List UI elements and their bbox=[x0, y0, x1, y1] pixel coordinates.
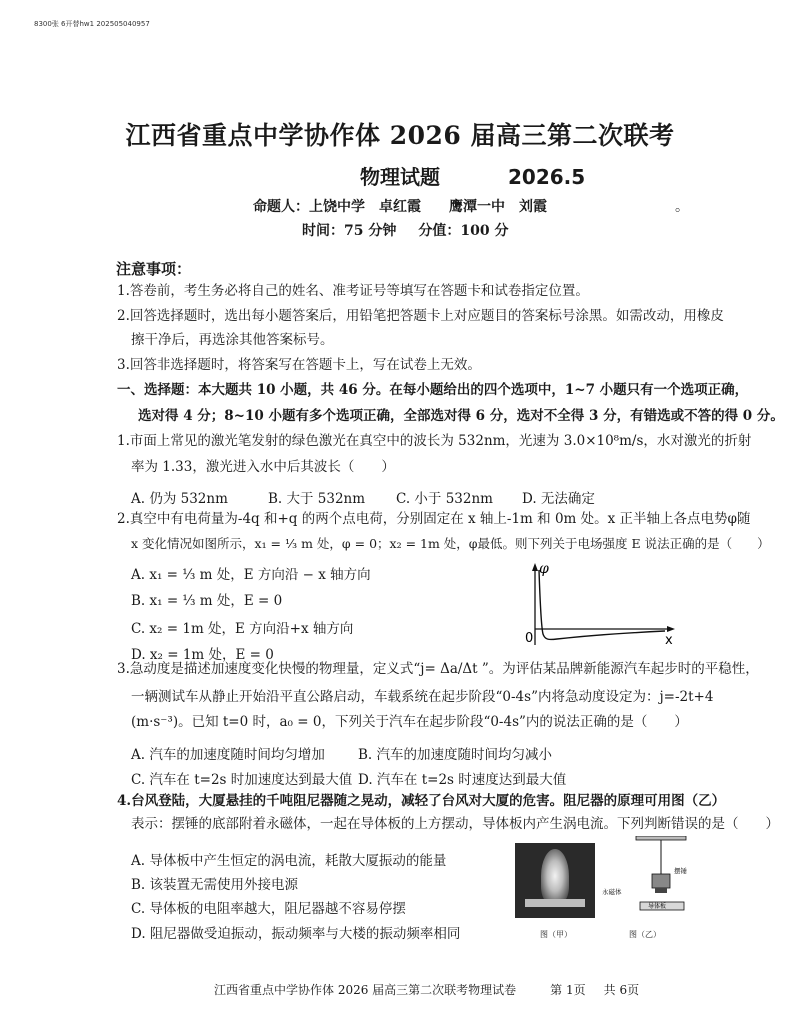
q3-line-2: 一辆测试车从静止开始沿平直公路启动，车载系统在起步阶段“0-4s”内将急动度设定为：j=-2t+4 bbox=[131, 689, 714, 705]
q3-option-d: D. 汽车在 t=2s 时速度达到最大值 bbox=[358, 772, 567, 788]
phi-axis-arrow bbox=[532, 563, 538, 571]
stray-mark: 。 bbox=[675, 199, 689, 215]
q1-option-b: B. 大于 532nm bbox=[268, 491, 366, 507]
q4-option-a: A. 导体板中产生恒定的涡电流，耗散大厦振动的能量 bbox=[131, 853, 447, 869]
subject-title: 物理试题 bbox=[360, 165, 440, 189]
q3-option-a: A. 汽车的加速度随时间均匀增加 bbox=[131, 747, 325, 763]
notice-heading: 注意事项： bbox=[116, 260, 192, 278]
notice-item-3: 3.回答非选择题时，将答案写在答题卡上，写在试卷上无效。 bbox=[117, 357, 481, 373]
section1-instructions-2: 选对得 4 分；8~10 小题有多个选项正确，全部选对得 6 分，选对不全得 3 分，有错选或不答的得 0 分。 bbox=[138, 408, 784, 424]
phi-x-graph bbox=[505, 560, 685, 650]
page-footer bbox=[214, 981, 639, 998]
exam-time: 时间：75 分钟 bbox=[302, 223, 397, 239]
label-magnet: 永磁体 bbox=[602, 888, 622, 896]
notice-item-2: 2.回答选择题时，选出每小题答案后，用铅笔把答题卡上对应题目的答案标号涂黑。如需改动，用橡皮 bbox=[117, 308, 724, 324]
q3-line-3: (m·s⁻³)。已知 t=0 时，a₀ = 0，下列关于汽车在起步阶段“0-4s”内的说法正确的是（ ） bbox=[131, 714, 688, 730]
q4-line-1: 4.台风登陆，大厦悬挂的千吨阻尼器随之晃动，减轻了台风对大厦的危害。阻尼器的原理可用图（乙） bbox=[117, 793, 726, 809]
x-label: x bbox=[665, 633, 673, 648]
phi-label: φ bbox=[539, 561, 549, 577]
damper-photo-base bbox=[525, 899, 585, 907]
pendulum-bob bbox=[652, 874, 670, 888]
exam-title: 江西省重点中学协作体 2026 届高三第二次联考 bbox=[125, 121, 675, 150]
authors-line bbox=[253, 196, 689, 216]
time-score-line bbox=[302, 220, 508, 240]
q2-option-d: D. x₂ = 1m 处，E = 0 bbox=[131, 647, 274, 663]
q4-option-c: C. 导体板的电阻率越大，阻尼器越不容易停摆 bbox=[131, 901, 406, 917]
notice-item-2-cont: 擦干净后，再选涂其他答案标号。 bbox=[131, 332, 334, 348]
page-total: 共 6页 bbox=[603, 983, 640, 997]
q1-option-a: A. 仍为 532nm bbox=[131, 491, 228, 507]
q2-line-2: x 变化情况如图所示，x₁ = ⅓ m 处，φ = 0；x₂ = 1m 处，φ最低。则下列关于电场强度 E 说法正确的是（ ） bbox=[131, 536, 770, 551]
damper-photo bbox=[515, 843, 595, 918]
figure-a-caption: 图（甲） bbox=[540, 930, 572, 939]
q1-line-2: 率为 1.33，激光进入水中后其波长（ ） bbox=[131, 459, 395, 475]
permanent-magnet bbox=[655, 888, 667, 893]
q2-option-a: A. x₁ = ⅓ m 处，E 方向沿 − x 轴方向 bbox=[131, 567, 371, 583]
exam-score: 分值：100 分 bbox=[418, 223, 509, 239]
authors-text: 命题人：上饶中学 卓红霞 鹰潭一中 刘霞 bbox=[253, 199, 547, 215]
damper-photo-glow bbox=[541, 849, 569, 903]
subtitle-row bbox=[360, 161, 585, 190]
q4-line-2: 表示：摆锤的底部附着永磁体，一起在导体板的上方摆动，导体板内产生涡电流。下列判断错误的是（ ） bbox=[131, 816, 779, 832]
q3-line-1: 3.急动度是描述加速度变化快慢的物理量，定义式“j= Δa/Δt ”。为评估某品牌新能源汽车起步时的平稳性， bbox=[117, 661, 759, 677]
origin-label: 0 bbox=[525, 631, 534, 646]
footer-title: 江西省重点中学协作体 2026 届高三第二次联考物理试卷 bbox=[214, 983, 517, 997]
q4-option-d: D. 阻尼器做受迫振动，振动频率与大楼的振动频率相同 bbox=[131, 926, 461, 942]
label-bob: 摆锤 bbox=[674, 867, 687, 875]
q4-option-b: B. 该装置无需使用外接电源 bbox=[131, 877, 299, 893]
q3-option-b: B. 汽车的加速度随时间均匀减小 bbox=[358, 747, 553, 763]
exam-date: 2026.5 bbox=[508, 165, 586, 189]
q2-option-b: B. x₁ = ⅓ m 处，E = 0 bbox=[131, 593, 283, 609]
q2-line-1: 2.真空中有电荷量为-4q 和+q 的两个点电荷，分别固定在 x 轴上-1m 和 0m 处。x 正半轴上各点电势φ随 bbox=[117, 511, 751, 527]
q1-option-d: D. 无法确定 bbox=[522, 491, 595, 507]
print-stamp: 8300张 6开替hw1 202505040957 bbox=[34, 20, 150, 28]
figure-b-caption: 图（乙） bbox=[629, 930, 661, 939]
x-axis-arrow bbox=[667, 626, 675, 632]
section1-instructions-1: 一、选择题：本大题共 10 小题，共 46 分。在每小题给出的四个选项中，1~7 小题只有一个选项正确， bbox=[117, 382, 749, 398]
q2-option-c: C. x₂ = 1m 处，E 方向沿+x 轴方向 bbox=[131, 621, 354, 637]
q1-option-c: C. 小于 532nm bbox=[396, 491, 493, 507]
page-number: 第 1页 bbox=[550, 983, 586, 997]
damper-diagram bbox=[596, 836, 696, 926]
label-plate: 导体板 bbox=[648, 903, 667, 910]
q3-option-c: C. 汽车在 t=2s 时加速度达到最大值 bbox=[131, 772, 353, 788]
notice-item-1: 1.答卷前，考生务必将自己的姓名、准考证号等填写在答题卡和试卷指定位置。 bbox=[117, 283, 589, 299]
q1-line-1: 1.市面上常见的激光笔发射的绿色激光在真空中的波长为 532nm，光速为 3.0×10⁸m/s，水对激光的折射 bbox=[117, 433, 752, 449]
ceiling-mount bbox=[636, 836, 686, 840]
